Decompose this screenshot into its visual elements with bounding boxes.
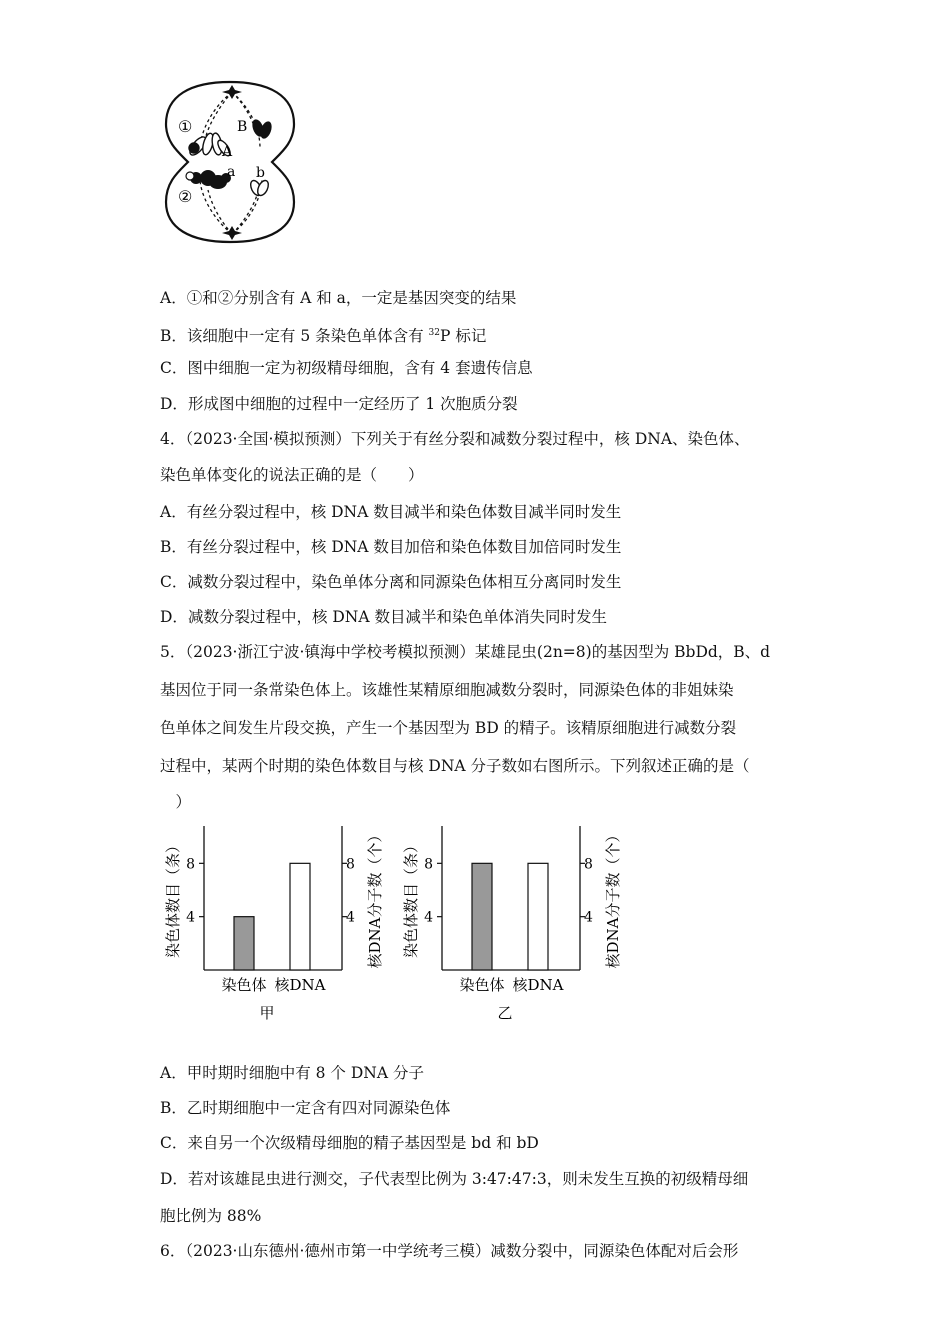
bar bbox=[528, 863, 548, 970]
q5-option-b: B．乙时期细胞中一定含有四对同源染色体 bbox=[160, 1099, 451, 1117]
y-axis-title-left: 染色体数目（条） bbox=[164, 837, 182, 959]
q3-option-a: A．①和②分别含有 A 和 a，一定是基因突变的结果 bbox=[160, 289, 517, 307]
y-axis-title-left: 染色体数目（条） bbox=[402, 837, 420, 959]
cell-division-figure bbox=[160, 78, 300, 246]
bar bbox=[234, 917, 254, 970]
cell-membrane-outline bbox=[166, 82, 294, 242]
q4-option-d: D．减数分裂过程中，核 DNA 数目减半和染色单体消失同时发生 bbox=[160, 608, 607, 626]
q5-stem-line4: 过程中，某两个时期的染色体数目与核 DNA 分子数如右图所示。下列叙述正确的是（ bbox=[160, 757, 750, 775]
label-B: B bbox=[237, 119, 248, 135]
bar bbox=[472, 863, 492, 970]
label-circled-2: ② bbox=[178, 187, 193, 206]
q4-stem-line1: 4．（2023·全国·模拟预测）下列关于有丝分裂和减数分裂过程中，核 DNA、染色体、 bbox=[160, 430, 750, 448]
chromosome-b bbox=[249, 179, 271, 197]
centrosome-top bbox=[222, 85, 242, 99]
tick-label-left: 8 bbox=[186, 856, 195, 873]
q5-option-a: A．甲时期时细胞中有 8 个 DNA 分子 bbox=[160, 1064, 424, 1082]
label-b: b bbox=[256, 165, 265, 181]
chromosome-group-lower-left bbox=[186, 170, 231, 189]
tick-label-right: 8 bbox=[584, 856, 593, 873]
bar-chart-yi bbox=[396, 820, 636, 1030]
q5-stem-line1: 5．（2023·浙江宁波·镇海中学校考模拟预测）某雄昆虫(2n=8)的基因型为 BbDd，B、d bbox=[160, 643, 771, 661]
q5-stem-line5: ） bbox=[160, 793, 192, 811]
tick-label-right: 4 bbox=[584, 909, 593, 926]
q5-option-d-line2: 胞比例为 88% bbox=[160, 1207, 262, 1225]
q5-stem-line3: 色单体之间发生片段交换，产生一个基因型为 BD 的精子。该精原细胞进行减数分裂 bbox=[160, 719, 737, 737]
q4-option-b: B．有丝分裂过程中，核 DNA 数目加倍和染色体数目加倍同时发生 bbox=[160, 538, 622, 556]
tick-label-right: 8 bbox=[346, 856, 355, 873]
chromosome-B bbox=[250, 118, 274, 140]
centrosome-bottom bbox=[222, 226, 242, 240]
tick-label-left: 4 bbox=[186, 909, 195, 926]
q5-option-c: C．来自另一个次级精母细胞的精子基因型是 bd 和 bD bbox=[160, 1134, 539, 1152]
chart-title: 甲 bbox=[259, 1004, 275, 1022]
category-label: 核DNA bbox=[512, 976, 564, 994]
y-axis-title-right: 核DNA分子数（个） bbox=[366, 827, 384, 969]
q3-option-c: C．图中细胞一定为初级精母细胞，含有 4 套遗传信息 bbox=[160, 359, 533, 377]
tick-label-left: 4 bbox=[424, 909, 433, 926]
tick-label-left: 8 bbox=[424, 856, 433, 873]
category-label: 染色体 bbox=[221, 976, 267, 994]
label-circled-1: ① bbox=[178, 117, 193, 136]
tick-label-right: 4 bbox=[346, 909, 355, 926]
q4-option-a: A．有丝分裂过程中，核 DNA 数目减半和染色体数目减半同时发生 bbox=[160, 503, 622, 521]
label-A: A bbox=[222, 144, 233, 160]
category-label: 核DNA bbox=[274, 976, 326, 994]
q5-stem-line2: 基因位于同一条常染色体上。该雄性某精原细胞减数分裂时，同源染色体的非姐妹染 bbox=[160, 681, 734, 699]
q4-stem-line2: 染色单体变化的说法正确的是（ ） bbox=[160, 466, 424, 484]
bar bbox=[290, 863, 310, 970]
chart-title: 乙 bbox=[497, 1004, 513, 1022]
q4-option-c: C．减数分裂过程中，染色单体分离和同源染色体相互分离同时发生 bbox=[160, 573, 622, 591]
spindle-fibers bbox=[200, 92, 262, 234]
q3-option-d: D．形成图中细胞的过程中一定经历了 1 次胞质分裂 bbox=[160, 395, 518, 413]
label-a: a bbox=[227, 164, 236, 180]
q5-option-d: D．若对该雄昆虫进行测交，子代表型比例为 3:47:47:3，则未发生互换的初级精母细 bbox=[160, 1170, 749, 1188]
category-label: 染色体 bbox=[459, 976, 505, 994]
y-axis-title-right: 核DNA分子数（个） bbox=[604, 827, 622, 969]
q6-stem-line1: 6．（2023·山东德州·德州市第一中学统考三模）减数分裂中，同源染色体配对后会形 bbox=[160, 1242, 739, 1260]
bar-chart-jia bbox=[158, 820, 398, 1030]
q3-option-b: B．该细胞中一定有 5 条染色单体含有 $^{32}$P 标记 bbox=[160, 327, 487, 345]
